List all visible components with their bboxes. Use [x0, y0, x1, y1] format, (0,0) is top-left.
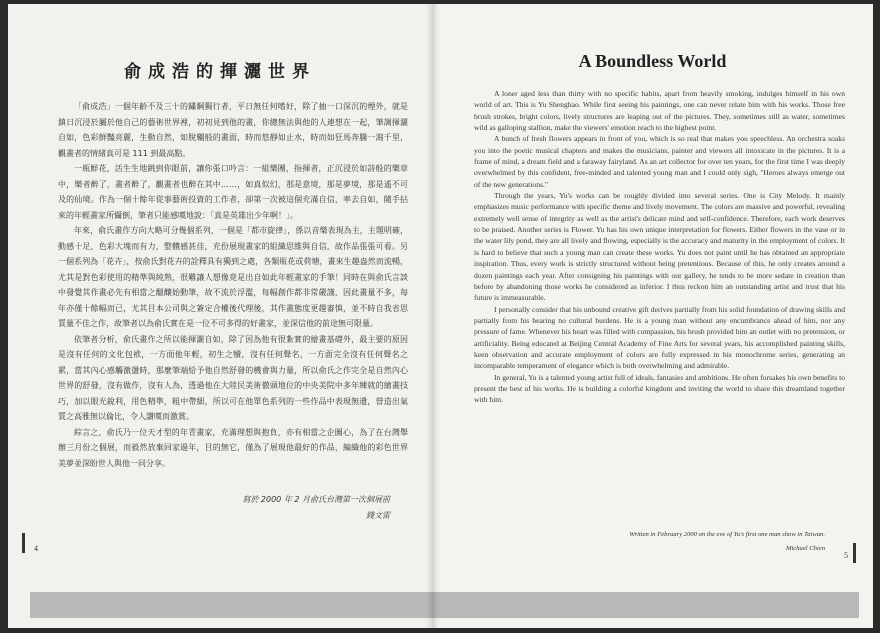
- chinese-paragraph: 年來，俞氏畫作方向大略可分幾個系列，一個是「都市旋律」，係以音樂表現為主，主題明確，動感十足，色彩大塊而有力，整體感甚佳，充份展現畫家的組織思維與自信，故作品張張可看。另一個系列為「花卉」，按俞氏對花卉的詮釋具有獨到之處，各類瓶花或荷塘，畫來生趣盎然而流暢，尤其是對色彩使用的精準與純熟，很難讓人想像竟是出自如此年輕畫家的手筆！同時在與俞氏言談中發覺其作畫必先有相當之醞釀始動筆，故不流於浮濫，每幅創作都非常嚴謹，因此畫量不多，每年亦僅十餘幅而已，尤其目本公司與之簽定合權後代理後，其作畫態度更趨審慎，並不時自我省思質量不佳之作，故筆者以為俞氏實在是一位不可多得的好畫家，並深信他的前途無可限量。: [58, 226, 408, 328]
- chinese-paragraph: 一瓶鮮花，活生生地跳到你眼前，讓你張口吟言：一組樂團，指揮者，正沉浸於如詩般的樂章中，樂者醉了，畫者醉了，觀畫者也醉在其中……，如真似幻，那是意境，那是夢境，那是遙不可及的仙境。作為一個十餘年從事藝術投資的工作者，卻第一次被這個充滿自信，率去自如，隨手拈來的年輕畫家所懾倒，筆者只能感嘆地說：「真是英雄出少年啊！」。: [58, 164, 408, 220]
- chinese-body: [58, 99, 408, 471]
- chinese-signature-date: 寫於 2000 年 2 月俞氏台灣第一次個展前: [242, 495, 390, 504]
- english-title: A Boundless World: [578, 51, 727, 71]
- left-page: [8, 4, 432, 628]
- footer-band: [432, 592, 859, 618]
- page-edge-marker: [22, 533, 25, 553]
- english-signature-date: Written in February 2000 on the eve of Yu's first one man show in Taiwan.: [629, 531, 825, 538]
- chinese-title: 俞成浩的揮灑世界: [124, 62, 316, 82]
- chinese-signature: [242, 492, 390, 524]
- english-paragraph: I personally consider that his unbound creative gift derives partially from his solid foundation of drawing skills and partially from his bearing no cultural burdens. He is a young man without any encumbrance ahead of him, nor any pressure of fame. Whenever his heart was filled with compassion, his brush provided him an outlet with no pretension, or artificiality. Being educated at Beijing Central Academy of Fine Arts for several years, his accomplished painting skills, keen observation and accurate employment of colors are fully expressed in his monochrome series, generating an incomparable temperament of elegance which is both overwhelming and admirable.: [474, 304, 845, 371]
- page-number: 5: [844, 551, 848, 560]
- english-body: [474, 88, 845, 406]
- english-paragraph: A loner aged less than thirty with no specific habits, apart from heavily smoking, indulges himself in his own world of art. This is Yu Shenghao. While first seeing his paintings, one can never relate him with his works. Those free brush strokes, bright colors, lively structures are leaping out of the pictures. They, sometimes still as water, sometimes wild as galloping stallion, make the viewers' emotion reach to the highest point.: [474, 89, 845, 133]
- chinese-paragraph: 依筆者分析，俞氏畫作之所以能揮灑自如，除了因為他有很紮實的繪畫基礎外，最主要的原因是沒有任何的文化包袱，一方面他年輕，初生之犢，沒有任何聲名，一方面完全沒有任何聲名之累，當其內心感觸激盪時，那麼筆端給予他自然舒發的機會與力量，所以俞氏之作完全是自然內心世界的舒發，沒有做作，沒有人為，透過他在大陸民美術徹頭地位的中央美院中多年練就的繪畫技巧，加以眼光銳利，用色精準，粗中帶細，所以可在他單色系列的一些作品中表現無遺，營造出氣質之高雅無以倫比，令人讚嘆而激賞。: [58, 334, 408, 421]
- footer-band: [30, 592, 432, 618]
- english-paragraph: A bunch of fresh flowers appears in front of you, which is so real that makes you speechless. An orchestra soaks you into the poetic musical chapters and makes the musicians, painter and viewers all intoxicate in the pictures. It is a frame of mind, a dream field and a faraway fairyland. As an art collector for over ten years, for the first time I was deeply overwhelmed by this confident, free-minded and talented young man and I could only sigh, "Heroes always emerge out of the new generations.": [474, 134, 845, 189]
- page-number: 4: [34, 544, 38, 553]
- chinese-paragraph: 「俞成浩」一個年齡不及三十的鏽鋼獨行者，平日無任何嗜好，除了抽一口深沉的煙外，就是鎮日沉浸於屬於他自己的藝術世界裡，初初見到他的畫，你總無法與他的人連想在一起，筆調揮灑自如，色彩鮮豔亮麗，生動自然，如脫韁般的畫面，時而悠靜如止水，時而如狂馬奔騰一瀉千里，觀畫者的情緒真可是 111 到最高點。: [58, 102, 408, 158]
- english-paragraph: Through the years, Yu's works can be roughly divided into several series. One is City Melody. It mainly emphasizes music performance with specific theme and lively movement. The colors are massive and powerful, revealing extremely well sense of integrity as well as the artist's delicate mind and self-confidence. Therefore, each work deserves to be praised. Another series is Flower. Yu has his own unique interpretation for flowers. Either flowers in the vase or in the water lily pond, they are all lively and flowing, especially is the accuracy and maturity in the employment of colors. It is hard to believe that such a young man can create these works. Yu does not paint until he has obtained an appropriate inspiration. Thus, every work is strictly structured without being pretentious. Because of this, he only creates around a dozen paintings each year. After consigning his paintings with our gallery, he tends to be more sedate in creation than before by abandoning those works he considered as inferior. I thus reckon him an outstanding artist and trust that his future is immeasurable.: [474, 191, 845, 303]
- page-edge-marker: [853, 543, 856, 563]
- right-page: [432, 4, 873, 628]
- english-signature-author: Michael Chien: [785, 545, 825, 552]
- chinese-paragraph: 綜言之，俞氏乃一位天才型的年青畫家，充滿理想與抱負，亦有相當之企圖心，為了在台灣舉辦三月份之個展，而毅然放棄回家過年，目的無它，僅為了展現他最好的作品，編織他的彩色世界美夢並深盼世人與他一同分享。: [58, 427, 408, 468]
- english-paragraph: In general, Yu is a talented young artist full of ideals, fantasies and ambitions. He often forsakes his own benefits to present the best of his works. He is building a colorful kingdom and inviting the world to share this dreamland together with him.: [474, 372, 845, 405]
- chinese-signature-author: 錢文雷: [366, 511, 390, 520]
- book-spine: [426, 4, 440, 628]
- english-signature: [629, 528, 825, 556]
